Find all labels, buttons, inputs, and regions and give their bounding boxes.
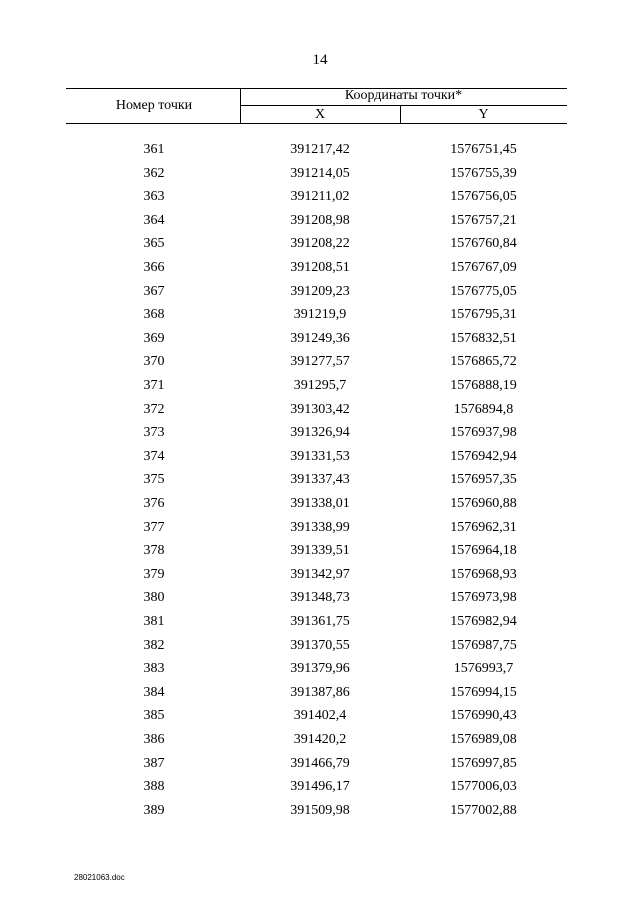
y-coordinate-cell: 1576760,84: [450, 236, 517, 252]
x-coordinate-cell: 391208,98: [290, 212, 350, 228]
x-coordinate-cell: 391402,4: [293, 708, 347, 724]
y-coordinate-cell: 1577006,03: [450, 779, 517, 795]
x-coordinate-cell: 391379,96: [290, 661, 350, 677]
x-coordinate-cell: 391209,23: [290, 283, 350, 299]
table-row: [0, 236, 640, 260]
table-row: [0, 496, 640, 520]
y-coordinate-cell: 1576960,88: [450, 496, 517, 511]
y-coordinate-cell: 1576942,94: [450, 448, 517, 464]
x-coordinate-cell: 391339,51: [290, 543, 350, 559]
y-coordinate-cell: 1576990,43: [450, 708, 517, 724]
x-coordinate-cell: 391249,36: [290, 330, 350, 346]
point-number-cell: 361: [143, 142, 165, 157]
point-number-cell: 365: [143, 236, 165, 252]
page-number: 14: [312, 52, 328, 68]
x-coordinate-cell: 391348,73: [290, 590, 350, 606]
y-coordinate-cell: 1576757,21: [450, 212, 517, 228]
x-coordinate-cell: 391466,79: [290, 755, 350, 771]
point-number-cell: 363: [143, 189, 165, 205]
x-coordinate-cell: 391303,42: [290, 401, 350, 417]
x-coordinate-cell: 391496,17: [290, 779, 350, 795]
table-row: [0, 284, 640, 308]
coords-subheader-rule: [240, 105, 567, 106]
x-coordinate-cell: 391277,57: [290, 354, 350, 370]
point-number-cell: 372: [143, 401, 165, 417]
point-number-cell: 375: [143, 472, 165, 488]
point-number-cell: 380: [143, 590, 165, 606]
y-coordinate-cell: 1576751,45: [450, 142, 517, 157]
table-row: [0, 520, 640, 544]
x-coordinate-cell: 391342,97: [290, 566, 350, 582]
y-coordinate-cell: 1576795,31: [450, 307, 517, 323]
point-number-cell: 378: [143, 543, 165, 559]
y-coordinate-cell: 1576937,98: [450, 425, 517, 441]
table-row: [0, 638, 640, 662]
y-coordinate-cell: 1576832,51: [450, 330, 517, 346]
y-coordinate-cell: 1576982,94: [450, 614, 517, 629]
table-row: [0, 756, 640, 780]
y-coordinate-cell: 1576894,8: [453, 401, 514, 417]
table-row: [0, 590, 640, 614]
point-number-cell: 387: [143, 755, 165, 771]
point-number-cell: 381: [143, 614, 165, 629]
point-number-cell: 376: [143, 496, 165, 511]
table-row: [0, 331, 640, 355]
x-coordinate-cell: 391337,43: [290, 472, 350, 488]
y-coordinate-cell: 1576993,7: [453, 661, 514, 677]
table-row: [0, 472, 640, 496]
table-header-bottom-rule: [66, 123, 567, 124]
point-number-cell: 364: [143, 212, 165, 228]
table-row: [0, 732, 640, 756]
point-number-cell: 374: [143, 448, 165, 464]
point-number-cell: 369: [143, 330, 165, 346]
table-row: [0, 708, 640, 732]
table-row: [0, 567, 640, 591]
table-row: [0, 354, 640, 378]
table-row: [0, 779, 640, 803]
point-number-cell: 368: [143, 307, 165, 323]
point-number-cell: 385: [143, 708, 165, 724]
table-row: [0, 661, 640, 685]
point-number-cell: 382: [143, 637, 165, 653]
x-coordinate-cell: 391509,98: [290, 802, 350, 818]
table-row: [0, 260, 640, 284]
x-coordinate-cell: 391338,01: [290, 496, 350, 511]
header-point-number: Номер точки: [115, 98, 193, 113]
table-row: [0, 614, 640, 638]
y-coordinate-cell: 1577002,88: [450, 802, 517, 818]
point-number-cell: 371: [143, 378, 165, 393]
header-coordinates: Координаты точки*: [344, 88, 463, 103]
y-coordinate-cell: 1576987,75: [450, 637, 517, 653]
x-coordinate-cell: 391361,75: [290, 614, 350, 629]
table-row: [0, 449, 640, 473]
x-coordinate-cell: 391338,99: [290, 519, 350, 535]
x-coordinate-cell: 391295,7: [293, 378, 347, 393]
y-coordinate-cell: 1576767,09: [450, 260, 517, 275]
x-coordinate-cell: 391214,05: [290, 165, 350, 181]
table-row: [0, 685, 640, 709]
point-number-cell: 388: [143, 779, 165, 795]
x-coordinate-cell: 391217,42: [290, 142, 350, 157]
y-coordinate-cell: 1576994,15: [450, 684, 517, 700]
header-y: Y: [478, 107, 489, 122]
table-row: [0, 425, 640, 449]
x-coordinate-cell: 391331,53: [290, 448, 350, 464]
table-row: [0, 543, 640, 567]
y-coordinate-cell: 1576957,35: [450, 472, 517, 488]
point-number-cell: 386: [143, 732, 165, 747]
point-number-cell: 367: [143, 283, 165, 299]
y-coordinate-cell: 1576973,98: [450, 590, 517, 606]
table-row: [0, 307, 640, 331]
x-coordinate-cell: 391211,02: [290, 189, 350, 205]
table-row: [0, 402, 640, 426]
x-coordinate-cell: 391387,86: [290, 684, 350, 700]
table-row: [0, 142, 640, 166]
table-row: [0, 166, 640, 190]
x-coordinate-cell: 391370,55: [290, 637, 350, 653]
x-coordinate-cell: 391420,2: [293, 732, 347, 747]
table-row: [0, 378, 640, 402]
footer-filename: 28021063.doc: [74, 873, 125, 882]
y-coordinate-cell: 1576968,93: [450, 566, 517, 582]
table-row: [0, 803, 640, 827]
point-number-cell: 383: [143, 661, 165, 677]
point-number-cell: 379: [143, 566, 165, 582]
y-coordinate-cell: 1576756,05: [450, 189, 517, 205]
point-number-cell: 389: [143, 802, 165, 818]
point-number-cell: 377: [143, 519, 165, 535]
point-number-cell: 366: [143, 260, 165, 275]
table-row: [0, 213, 640, 237]
y-coordinate-cell: 1576962,31: [450, 519, 517, 535]
table-row: [0, 189, 640, 213]
y-coordinate-cell: 1576775,05: [450, 283, 517, 299]
point-number-cell: 384: [143, 684, 165, 700]
x-coordinate-cell: 391219,9: [293, 307, 347, 323]
y-coordinate-cell: 1576997,85: [450, 755, 517, 771]
x-coordinate-cell: 391326,94: [290, 425, 350, 441]
x-coordinate-cell: 391208,22: [290, 236, 350, 252]
point-number-cell: 370: [143, 354, 165, 370]
point-number-cell: 362: [143, 165, 165, 181]
x-coordinate-cell: 391208,51: [290, 260, 350, 275]
y-coordinate-cell: 1576989,08: [450, 732, 517, 747]
y-coordinate-cell: 1576888,19: [450, 378, 517, 393]
point-number-cell: 373: [143, 425, 165, 441]
y-coordinate-cell: 1576964,18: [450, 543, 517, 559]
header-x: X: [314, 107, 326, 122]
y-coordinate-cell: 1576865,72: [450, 354, 517, 370]
y-coordinate-cell: 1576755,39: [450, 165, 517, 181]
